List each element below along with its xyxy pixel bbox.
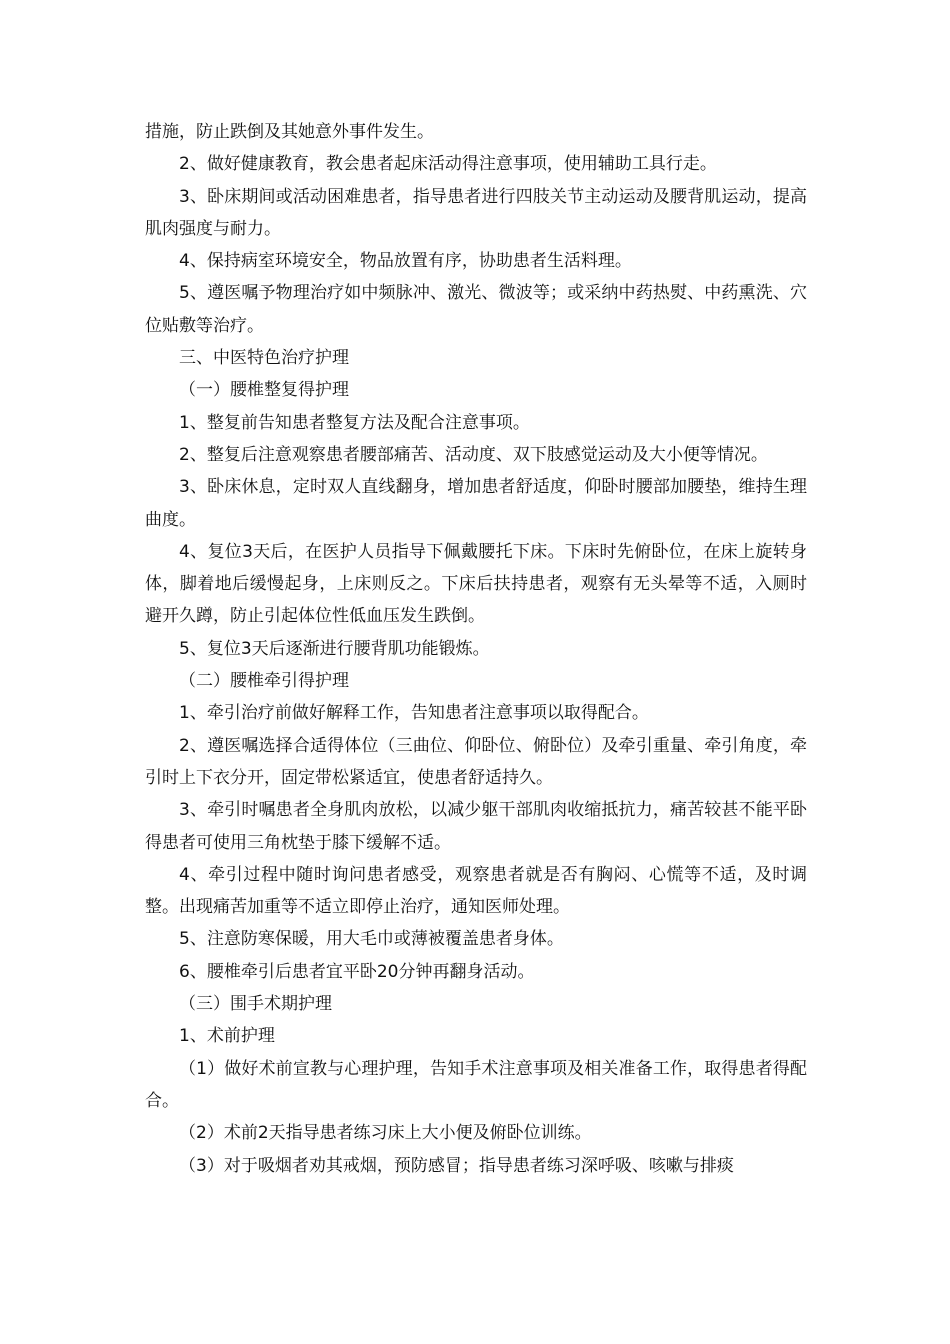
paragraph: 2、遵医嘱选择合适得体位（三曲位、仰卧位、俯卧位）及牵引重量、牵引角度，牵引时上下衣分开，固定带松紧适宜，使患者舒适持久。 <box>145 735 807 788</box>
paragraph: 1、术前护理 <box>179 1026 275 1047</box>
paragraph: 4、牵引过程中随时询问患者感受，观察患者就是否有胸闷、心慌等不适，及时调整。出现痛苦加重等不适立即停止治疗，通知医师处理。 <box>145 864 807 918</box>
paragraph: 1、牵引治疗前做好解释工作，告知患者注意事项以取得配合。 <box>179 703 649 724</box>
paragraph: 1、整复前告知患者整复方法及配合注意事项。 <box>179 412 530 433</box>
paragraph: 2、整复后注意观察患者腰部痛苦、活动度、双下肢感觉运动及大小便等情况。 <box>179 444 768 465</box>
subsection-heading: （一）腰椎整复得护理 <box>179 380 349 401</box>
paragraph: 4、复位3天后，在医护人员指导下佩戴腰托下床。下床时先俯卧位，在床上旋转身体，脚着地后缓慢起身，上床则反之。下床后扶持患者，观察有无头晕等不适，入厕时避开久蹲，防止引起体位性低血压发生跌倒。 <box>145 541 807 627</box>
paragraph: 6、腰椎牵引后患者宜平卧20分钟再翻身活动。 <box>179 961 535 982</box>
paragraph: 3、卧床休息，定时双人直线翻身，增加患者舒适度，仰卧时腰部加腰垫，维持生理曲度。 <box>145 477 807 530</box>
paragraph: 4、保持病室环境安全，物品放置有序，协助患者生活料理。 <box>179 251 632 272</box>
paragraph: 3、牵引时嘱患者全身肌肉放松，以减少躯干部肌肉收缩抵抗力，痛苦较甚不能平卧得患者可使用三角枕垫于膝下缓解不适。 <box>145 800 807 853</box>
subsection-heading: （二）腰椎牵引得护理 <box>179 671 349 692</box>
section-heading: 三、中医特色治疗护理 <box>179 348 349 369</box>
paragraph: 3、卧床期间或活动困难患者，指导患者进行四肢关节主动运动及腰背肌运动，提高肌肉强度与耐力。 <box>145 186 807 239</box>
document-body <box>145 116 807 1182</box>
paragraph: （1）做好术前宣教与心理护理，告知手术注意事项及相关准备工作，取得患者得配合。 <box>145 1058 807 1111</box>
paragraph: 2、做好健康教育，教会患者起床活动得注意事项，使用辅助工具行走。 <box>179 154 717 175</box>
paragraph: （2）术前2天指导患者练习床上大小便及俯卧位训练。 <box>179 1123 592 1144</box>
paragraph: 5、复位3天后逐渐进行腰背肌功能锻炼。 <box>179 638 490 659</box>
paragraph: 5、注意防寒保暖，用大毛巾或薄被覆盖患者身体。 <box>179 929 564 950</box>
paragraph: 5、遵医嘱予物理治疗如中频脉冲、激光、微波等；或采纳中药热熨、中药熏洗、穴位贴敷等治疗。 <box>145 283 807 336</box>
paragraph-continuation: 措施，防止跌倒及其她意外事件发生。 <box>145 122 434 142</box>
subsection-heading: （三）围手术期护理 <box>179 994 332 1015</box>
paragraph: （3）对于吸烟者劝其戒烟，预防感冒；指导患者练习深呼吸、咳嗽与排痰 <box>179 1155 734 1176</box>
